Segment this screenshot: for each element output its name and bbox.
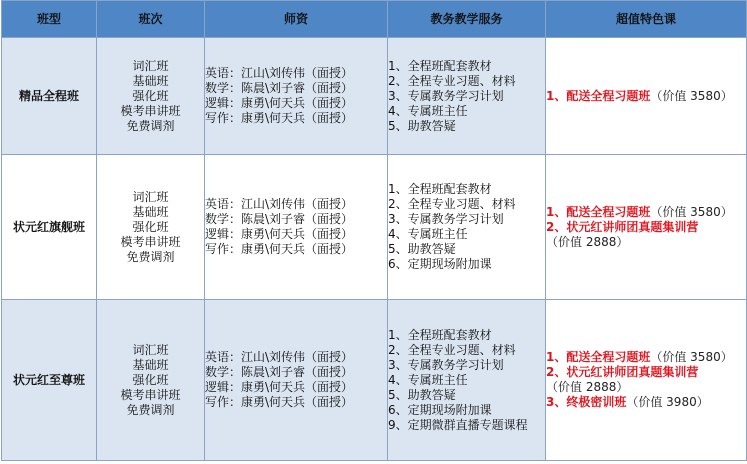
teacher-item: 数学：陈晨\刘子睿（面授） [205, 212, 354, 226]
teacher-item: 数学：陈晨\刘子睿（面授） [205, 365, 354, 379]
course-item: 免费调剂 [126, 118, 175, 133]
courses-cell [97, 300, 205, 461]
course-item: 基础班 [132, 357, 169, 372]
special-title: 2、状元红讲师团真题集训营 [546, 365, 699, 379]
teacher-item: 数学：陈晨\刘子睿（面授） [205, 81, 354, 95]
service-item: 1、全程班配套教材 [388, 327, 492, 342]
service-item: 6、定期现场附加课 [388, 257, 492, 271]
service-item: 4、专属班主任 [388, 103, 468, 118]
service-item: 4、专属班主任 [388, 372, 468, 387]
course-item: 词汇班 [132, 342, 169, 357]
service-item: 5、助教答疑 [388, 387, 456, 402]
special-value: （价值 2888） [546, 380, 629, 394]
class-type-cell: 状元红至尊班 [2, 300, 97, 461]
special-title: 1、配送全程习题班 [546, 350, 651, 364]
course-item: 强化班 [132, 219, 169, 234]
table-row [2, 300, 747, 461]
teacher-item: 英语：江山\刘传伟（面授） [205, 197, 354, 211]
teacher-item: 逻辑：康勇\何天兵（面授） [205, 227, 354, 241]
course-item: 基础班 [132, 73, 169, 88]
special-item [546, 220, 746, 235]
header-services: 教务教学服务 [388, 1, 546, 38]
course-item: 词汇班 [132, 189, 169, 204]
course-item: 词汇班 [132, 58, 169, 73]
special-title: 1、配送全程习题班 [546, 204, 651, 219]
header-teachers: 师资 [205, 1, 388, 38]
course-item: 模考串讲班 [120, 234, 181, 249]
special-item-value-line [546, 380, 746, 395]
special-title: 1、配送全程习题班 [546, 88, 651, 103]
special-item-value-line [546, 235, 746, 250]
services-cell [388, 38, 546, 155]
service-item: 3、专属教务学习计划 [388, 212, 504, 226]
course-item: 模考串讲班 [120, 387, 181, 402]
special-item [546, 395, 746, 410]
service-item: 2、全程专业习题、材料 [388, 73, 516, 88]
special-value: （价值 2888） [546, 234, 629, 249]
special-value: （价值 3580） [650, 350, 733, 364]
service-item: 2、全程专业习题、材料 [388, 197, 516, 211]
courses-cell [97, 38, 205, 155]
service-item: 9、定期微群直播专题课程 [388, 417, 528, 432]
services-cell [388, 155, 546, 300]
teacher-item: 写作：康勇\何天兵（面授） [205, 111, 354, 125]
special-title: 2、状元红讲师团真题集训营 [546, 219, 699, 234]
course-item: 强化班 [132, 88, 169, 103]
teachers-cell [205, 38, 388, 155]
table-row [2, 38, 747, 155]
course-item: 免费调剂 [126, 402, 175, 417]
course-item: 免费调剂 [126, 249, 175, 264]
course-item: 基础班 [132, 204, 169, 219]
special-value: （价值 3580） [650, 88, 733, 103]
teacher-item: 写作：康勇\何天兵（面授） [205, 395, 354, 409]
class-type-cell: 状元红旗舰班 [2, 155, 97, 300]
course-item: 强化班 [132, 372, 169, 387]
course-comparison-table [1, 0, 747, 461]
header-special-courses: 超值特色课 [546, 1, 747, 38]
service-item: 5、助教答疑 [388, 242, 456, 256]
service-item: 1、全程班配套教材 [388, 58, 492, 73]
teachers-cell [205, 155, 388, 300]
special-item [546, 205, 746, 220]
teacher-item: 英语：江山\刘传伟（面授） [205, 350, 354, 364]
services-cell [388, 300, 546, 461]
service-item: 2、全程专业习题、材料 [388, 342, 516, 357]
special-value: （价值 3580） [650, 204, 733, 219]
service-item: 1、全程班配套教材 [388, 182, 492, 196]
teacher-item: 写作：康勇\何天兵（面授） [205, 242, 354, 256]
service-item: 4、专属班主任 [388, 227, 468, 241]
table-row [2, 155, 747, 300]
special-item [546, 365, 746, 380]
service-item: 3、专属教务学习计划 [388, 357, 504, 372]
service-item: 3、专属教务学习计划 [388, 88, 504, 103]
service-item: 6、定期现场附加课 [388, 402, 492, 417]
header-class-sessions: 班次 [97, 1, 205, 38]
class-type-cell: 精品全程班 [2, 38, 97, 155]
teachers-cell [205, 300, 388, 461]
courses-cell [97, 155, 205, 300]
service-item: 5、助教答疑 [388, 118, 456, 133]
teacher-item: 逻辑：康勇\何天兵（面授） [205, 380, 354, 394]
special-courses-cell [546, 300, 747, 461]
teacher-item: 逻辑：康勇\何天兵（面授） [205, 96, 354, 110]
special-courses-cell [546, 38, 747, 155]
table-header-row [2, 1, 747, 38]
special-title: 3、终极密训班 [546, 395, 627, 409]
special-value: （价值 3980） [626, 395, 709, 409]
special-item [546, 350, 746, 365]
header-class-type: 班型 [2, 1, 97, 38]
special-courses-cell [546, 155, 747, 300]
teacher-item: 英语：江山\刘传伟（面授） [205, 66, 354, 80]
special-item [546, 89, 746, 104]
course-item: 模考串讲班 [120, 103, 181, 118]
